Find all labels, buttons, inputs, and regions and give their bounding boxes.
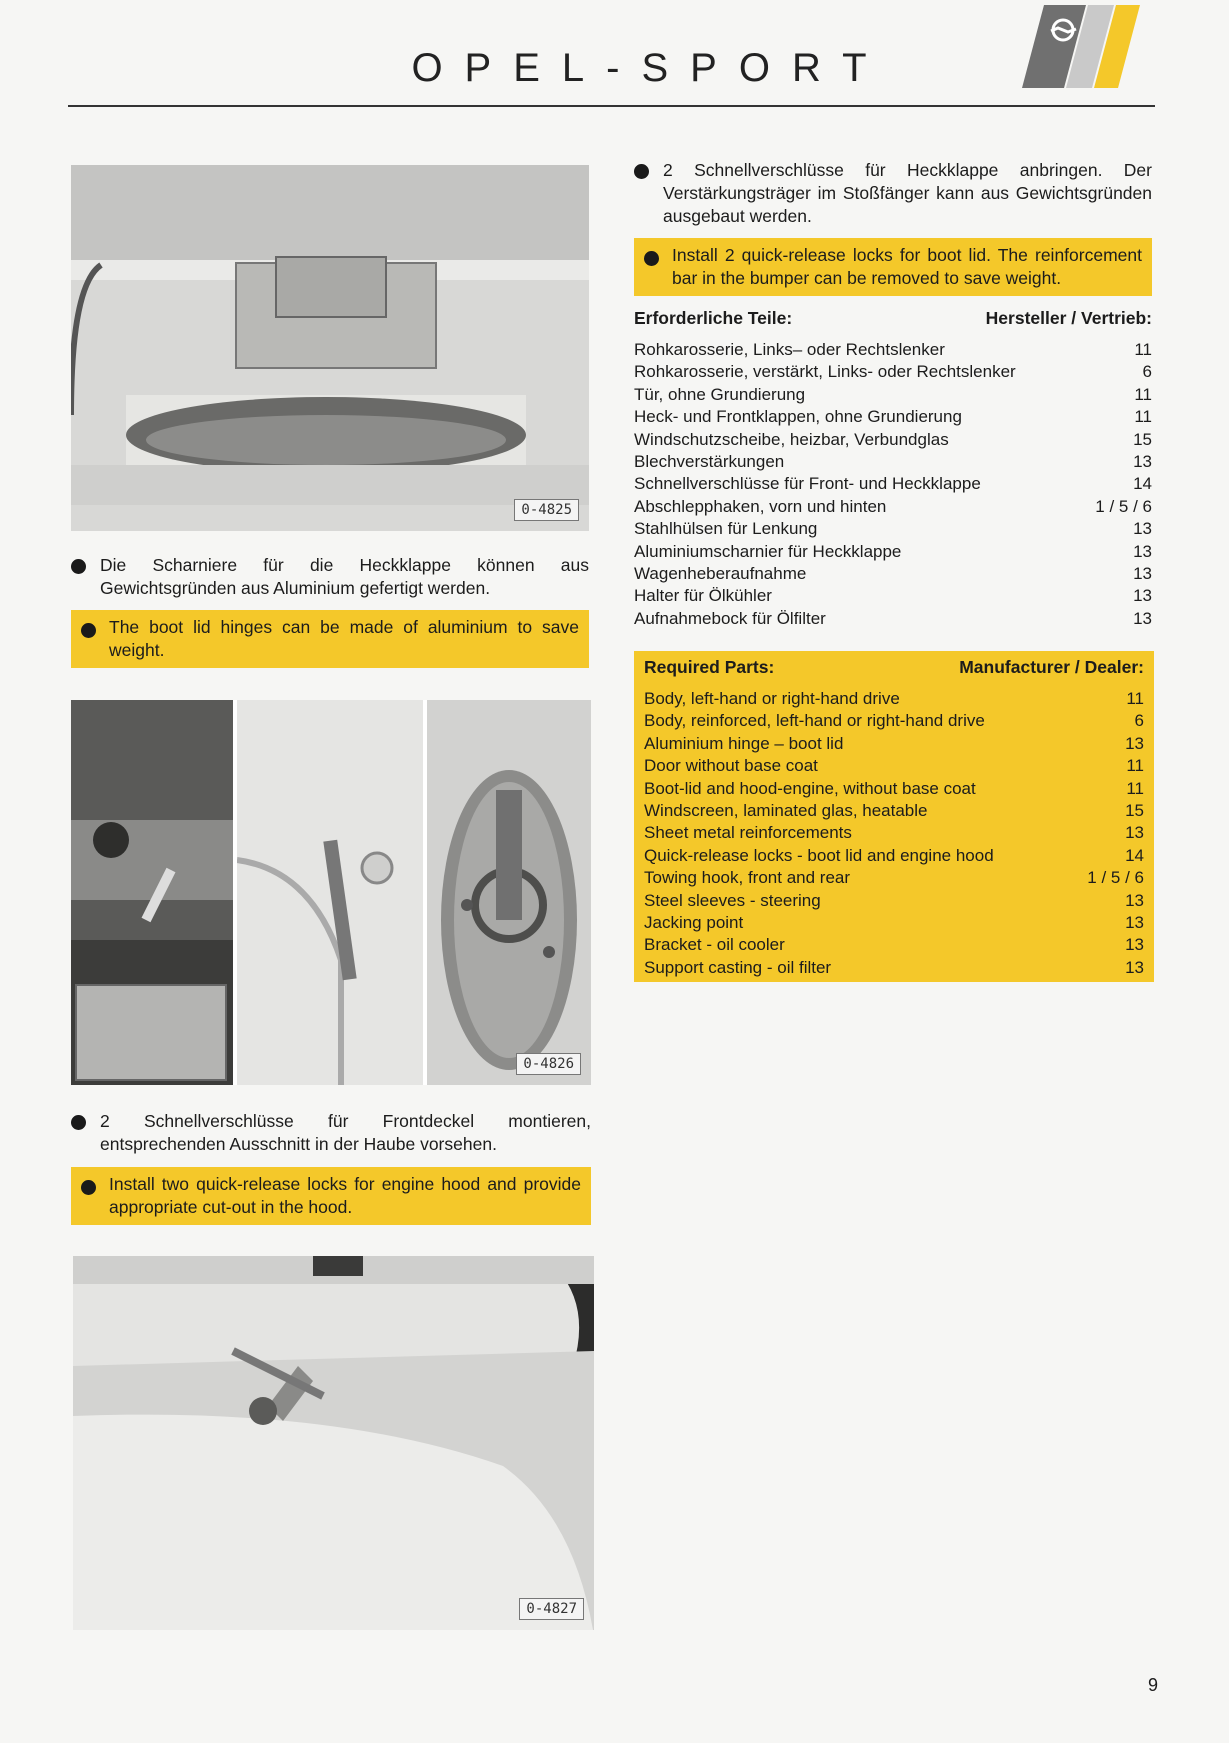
part-code: 13 <box>1125 957 1144 977</box>
parts-row <box>634 384 1152 406</box>
bullet-icon <box>71 559 86 574</box>
part-name: Quick-release locks - boot lid and engine hood <box>644 845 994 865</box>
parts-row <box>634 496 1152 518</box>
part-name: Body, reinforced, left-hand or right-hand drive <box>644 711 985 731</box>
photo-code: 0-4826 <box>516 1053 581 1075</box>
bullet-icon <box>71 1115 86 1130</box>
parts-row <box>644 845 1144 867</box>
parts-row <box>634 406 1152 428</box>
part-code: 11 <box>1126 689 1144 708</box>
parts-row <box>634 473 1152 495</box>
part-code: 11 <box>1134 340 1152 359</box>
photo-boot-lock <box>73 1256 594 1630</box>
part-name: Heck- und Frontklappen, ohne Grundierung <box>634 407 962 427</box>
part-code: 13 <box>1133 586 1152 606</box>
parts-row <box>634 585 1152 607</box>
hood-text-de: 2 Schnellverschlüsse für Frontdeckel montieren, entsprechenden Ausschnitt in der Haube vorsehen. <box>71 1110 591 1156</box>
part-name: Tür, ohne Grundierung <box>634 384 806 404</box>
part-name: Sheet metal reinforcements <box>644 823 852 843</box>
opel-logo-icon <box>1022 0 1157 90</box>
parts-row <box>644 688 1144 710</box>
parts-row <box>634 429 1152 451</box>
photo-boot-hinge <box>71 165 589 531</box>
page-number: 9 <box>1148 1675 1159 1695</box>
part-name: Aluminium hinge – boot lid <box>644 733 844 753</box>
part-name: Door without base coat <box>644 756 818 776</box>
part-name: Halter für Ölkühler <box>634 586 772 606</box>
part-name: Jacking point <box>644 912 744 932</box>
part-name: Schnellverschlüsse für Front- und Heckklappe <box>634 474 981 494</box>
part-code: 13 <box>1133 519 1152 539</box>
part-code: 13 <box>1125 935 1144 955</box>
hood-text-en: Install two quick-release locks for engine hood and provide appropriate cut-out in the hood. <box>71 1167 591 1225</box>
parts-row <box>644 778 1144 800</box>
part-name: Stahlhülsen für Lenkung <box>634 519 818 539</box>
part-code: 13 <box>1133 541 1152 561</box>
part-code: 13 <box>1125 733 1144 753</box>
parts-row <box>644 710 1144 732</box>
hinge-text-de: Die Scharniere für die Heckklappe können aus Gewichtsgründen aus Aluminium gefertigt werden. <box>71 554 589 600</box>
parts-header-en: Required Parts: Manufacturer / Dealer: <box>644 657 1144 677</box>
parts-row <box>644 755 1144 777</box>
part-code: 14 <box>1133 474 1152 494</box>
part-code: 13 <box>1133 608 1152 628</box>
hinge-text-en: The boot lid hinges can be made of aluminium to save weight. <box>71 610 589 668</box>
part-code: 6 <box>1134 711 1144 731</box>
bullet-icon <box>81 1180 96 1195</box>
parts-row <box>634 451 1152 473</box>
bullet-icon <box>644 251 659 266</box>
part-code: 13 <box>1125 912 1144 932</box>
part-code: 15 <box>1133 429 1152 449</box>
part-code: 11 <box>1134 384 1152 404</box>
part-name: Body, left-hand or right-hand drive <box>644 689 900 708</box>
part-name: Aufnahmebock für Ölfilter <box>634 608 826 628</box>
parts-list-en <box>634 651 1154 982</box>
parts-row <box>644 957 1144 979</box>
parts-row <box>634 361 1152 383</box>
part-code: 13 <box>1125 890 1144 910</box>
part-name: Wagenheberaufnahme <box>634 563 807 583</box>
part-name: Rohkarosserie, Links– oder Rechtslenker <box>634 340 945 359</box>
photo-code: 0-4827 <box>519 1598 584 1620</box>
part-name: Windscreen, laminated glas, heatable <box>644 800 928 820</box>
parts-row <box>644 934 1144 956</box>
parts-row <box>644 822 1144 844</box>
part-code: 6 <box>1142 362 1152 382</box>
parts-row <box>644 867 1144 889</box>
photo-code: 0-4825 <box>514 499 579 521</box>
part-code: 1 / 5 / 6 <box>1095 496 1152 516</box>
part-name: Aluminiumscharnier für Heckklappe <box>634 541 902 561</box>
part-name: Blechverstärkungen <box>634 451 785 471</box>
parts-row <box>634 608 1152 630</box>
part-code: 11 <box>1126 756 1144 776</box>
part-name: Steel sleeves - steering <box>644 890 821 910</box>
part-code: 11 <box>1126 778 1144 798</box>
part-name: Bracket - oil cooler <box>644 935 785 955</box>
parts-row <box>634 339 1152 361</box>
part-code: 1 / 5 / 6 <box>1087 868 1144 888</box>
part-name: Boot-lid and hood-engine, without base coat <box>644 778 976 798</box>
bullet-icon <box>81 623 96 638</box>
part-code: 13 <box>1125 823 1144 843</box>
parts-row <box>634 563 1152 585</box>
part-name: Support casting - oil filter <box>644 957 832 977</box>
parts-list-de <box>634 308 1152 630</box>
photo-hood-locks <box>71 700 591 1085</box>
part-name: Rohkarosserie, verstärkt, Links- oder Rechtslenker <box>634 362 1016 382</box>
boot-text-de: 2 Schnellverschlüsse für Heckklappe anbringen. Der Verstärkungsträger im Stoßfänger kann aus Gewichtsgründen ausgebaut werden. <box>634 159 1152 228</box>
parts-row <box>634 518 1152 540</box>
parts-row <box>644 890 1144 912</box>
part-name: Windschutzscheibe, heizbar, Verbundglas <box>634 429 949 449</box>
parts-row <box>644 800 1144 822</box>
part-name: Towing hook, front and rear <box>644 868 851 888</box>
bullet-icon <box>634 164 649 179</box>
part-code: 11 <box>1134 407 1152 427</box>
part-name: Abschlepphaken, vorn und hinten <box>634 496 887 516</box>
parts-row <box>644 733 1144 755</box>
part-code: 13 <box>1133 563 1152 583</box>
part-code: 13 <box>1133 451 1152 471</box>
boot-text-en: Install 2 quick-release locks for boot lid. The reinforcement bar in the bumper can be removed to save weight. <box>634 238 1152 296</box>
header-rule <box>68 105 1155 107</box>
part-code: 15 <box>1125 800 1144 820</box>
parts-row <box>644 912 1144 934</box>
part-code: 14 <box>1125 845 1144 865</box>
parts-row <box>634 541 1152 563</box>
parts-header-de: Erforderliche Teile: Hersteller / Vertrieb: <box>634 308 1152 328</box>
page-title: OPEL-SPORT <box>411 46 889 90</box>
